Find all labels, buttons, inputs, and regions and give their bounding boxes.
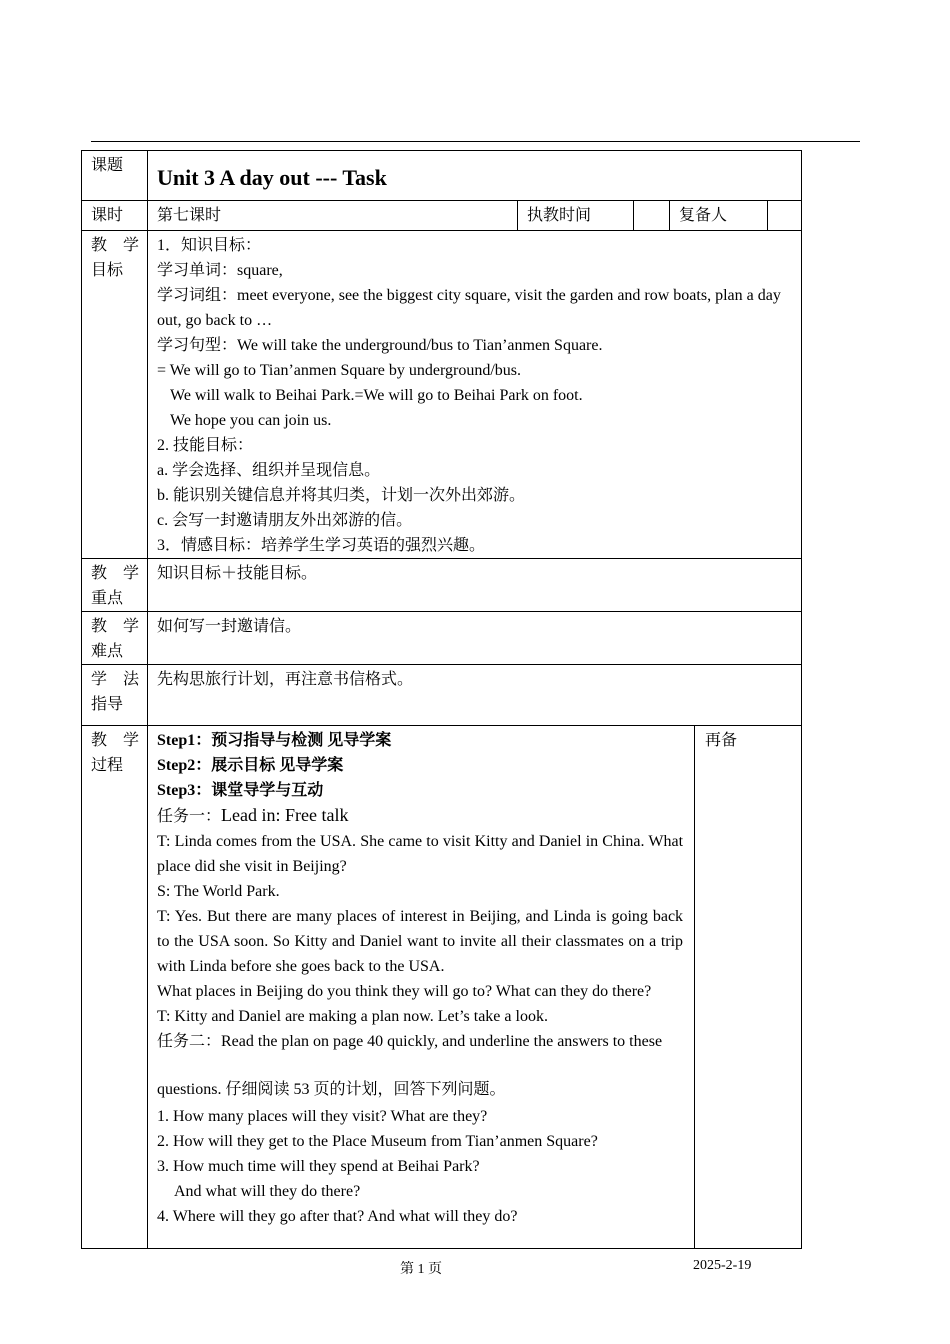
row-goals [82,231,802,559]
task1 [157,803,683,829]
process-p4: What places in Beijing do you think they will go to? What can they do there? [157,983,652,1000]
footer-date: 2025-2-19 [693,1258,752,1273]
question-4: 4. Where will they go after that? And what will they do? [157,1208,518,1225]
goal-emotion: 3．情感目标：培养学生学习英语的强烈兴趣。 [157,537,486,554]
goal-sentence-4: We hope you can join us. [170,412,332,429]
label-method-line2: 指导 [91,696,124,713]
row-period [82,201,802,231]
label-process [82,726,148,1249]
label-process-line1: 教 学 [91,732,140,749]
label-difficult-line1: 教 学 [91,618,140,635]
period-value: 第七课时 [148,201,518,231]
process-cell [148,726,802,1249]
task2-gap [157,1054,683,1077]
step3: Step3：课堂导学与互动 [157,782,324,799]
goals-cell [148,231,802,559]
difficult-points-cell: 如何写一封邀请信。 [148,612,802,665]
row-method [82,665,802,726]
goal-skill-a: a. 学会选择、组织并呈现信息。 [157,462,381,479]
goal-sentence-1: 学习句型：We will take the underground/bus to Tian’anmen Square. [157,337,603,354]
row-difficult-points [82,612,802,665]
label-difficult [82,612,148,665]
step2: Step2：展示目标 见导学案 [157,757,344,774]
label-period: 课时 [82,201,148,231]
question-1: 1. How many places will they visit? What are they? [157,1108,488,1125]
process-p3: T: Yes. But there are many places of interest in Beijing, and Linda is going back to the USA soon. So Kitty and Daniel want to invite all their classmates on a trip with Linda before she goes back to the USA. [157,908,684,975]
label-key-line1: 教 学 [91,565,140,582]
question-3b: And what will they do there? [174,1183,361,1200]
label-key-line2: 重点 [91,590,124,607]
goal-skill-heading: 2. 技能目标： [157,437,254,454]
task2: 任务二：Read the plan on page 40 quickly, and underline the answers to these [157,1033,663,1050]
header-rule [91,141,860,142]
process-p2: S: The World Park. [157,883,280,900]
label-topic: 课题 [82,151,148,201]
label-goals-line1: 教 学 [91,237,140,254]
process-p1: T: Linda comes from the USA. She came to visit Kitty and Daniel in China. What place did she visit in Beijing? [157,833,684,875]
task1-prefix: 任务一： [157,808,222,825]
label-method [82,665,148,726]
teach-time-value [634,201,670,231]
goal-words: 学习单词：square, [157,262,283,279]
key-points-cell: 知识目标＋技能目标。 [148,559,802,612]
row-process [82,726,802,1249]
question-2: 2. How will they get to the Place Museum from Tian’anmen Square? [157,1133,598,1150]
process-p5: T: Kitty and Daniel are making a plan now. Let’s take a look. [157,1008,548,1025]
row-topic [82,151,802,201]
method-cell: 先构思旅行计划，再注意书信格式。 [148,665,802,726]
goal-sentence-2: = We will go to Tian’anmen Square by underground/bus. [157,362,522,379]
lesson-title-cell [148,151,802,201]
task2-questions-intro: questions. 仔细阅读 53 页的计划，回答下列问题。 [157,1081,506,1098]
label-reviewer: 复备人 [670,201,768,231]
re-prep-label: 再备 [705,732,738,749]
lesson-plan-table [81,150,802,1249]
re-prep-divider [694,726,695,1248]
label-teach-time: 执教时间 [518,201,634,231]
task1-text: Lead in: Free talk [221,805,349,825]
label-key [82,559,148,612]
label-goals [82,231,148,559]
label-process-line2: 过程 [91,757,124,774]
label-difficult-line2: 难点 [91,643,124,660]
goal-sentence-3: We will walk to Beihai Park.=We will go to Beihai Park on foot. [170,387,583,404]
goal-knowledge-heading: 1．知识目标： [157,237,262,254]
footer-page-number: 第 1 页 [400,1262,442,1277]
row-key-points [82,559,802,612]
step1: Step1：预习指导与检测 见导学案 [157,732,392,749]
goal-phrases: 学习词组：meet everyone, see the biggest city square, visit the garden and row boats, plan a day out, go back to … [157,287,781,329]
reviewer-value [768,201,802,231]
question-3: 3. How much time will they spend at Beihai Park? [157,1158,480,1175]
label-goals-line2: 目标 [91,262,124,279]
goal-skill-c: c. 会写一封邀请朋友外出郊游的信。 [157,512,413,529]
label-method-line1: 学 法 [91,671,140,688]
goal-skill-b: b. 能识别关键信息并将其归类，计划一次外出郊游。 [157,487,526,504]
lesson-title: Unit 3 A day out --- Task [157,165,387,190]
